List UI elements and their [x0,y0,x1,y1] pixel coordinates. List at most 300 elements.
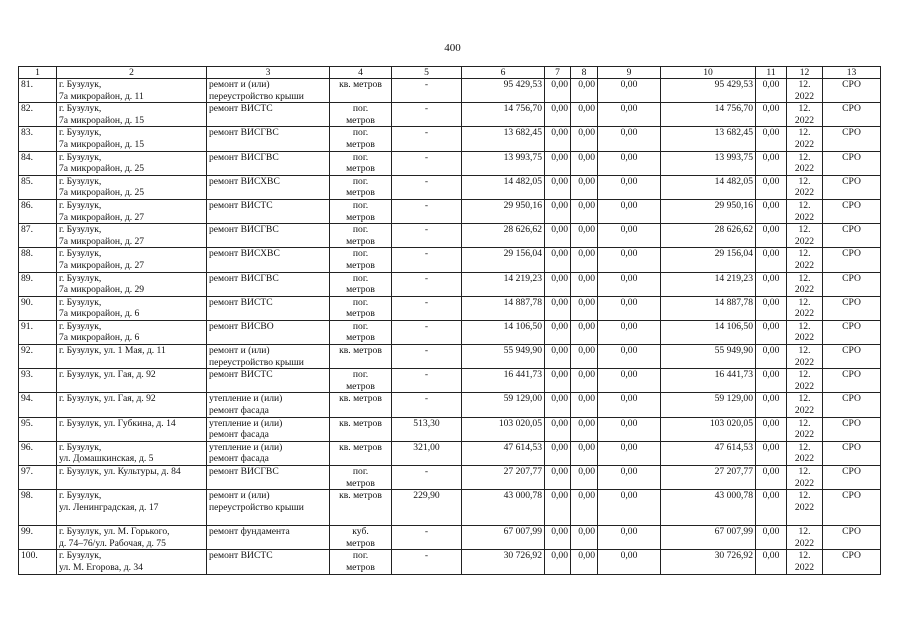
address-cell [57,127,207,151]
volume-cell: - [392,272,462,296]
work-type-cell [207,490,330,526]
date-cell-line: 2022 [794,356,815,368]
work-type-cell-line: ремонт фундамента [209,526,290,538]
date-cell-line: 12. [798,369,811,381]
unit-cell [330,417,392,441]
date-cell [787,417,823,441]
unit-cell [330,466,392,490]
date-cell-line: 2022 [794,332,815,344]
col11-cell: 0,00 [756,369,787,393]
address-cell [57,490,207,526]
cost-total-cell: 47 614,53 [462,441,545,465]
work-type-cell [207,103,330,127]
work-type-cell [207,466,330,490]
col7-cell: 0,00 [545,320,571,344]
volume-cell: - [392,466,462,490]
address-cell-line: г. Бузулук, ул. 1 Мая, д. 11 [59,345,166,357]
col7-cell: 0,00 [545,393,571,417]
address-cell-line: г. Бузулук, ул. Гая, д. 92 [59,393,156,405]
work-type-cell [207,369,330,393]
col7-cell: 0,00 [545,345,571,369]
date-cell [787,345,823,369]
col8-cell: 0,00 [571,296,598,320]
unit-cell-line: метров [346,537,375,549]
address-cell [57,151,207,175]
work-type-cell-line: ремонт ВИСГВС [209,224,279,236]
work-type-cell-line: переустройство крыши [209,90,304,102]
address-cell-line: г. Бузулук, ул. Культуры, д. 84 [59,466,181,477]
unit-cell-line: кв. метров [339,490,382,502]
col-header-4: 4 [330,67,392,79]
method-cell: СРО [823,345,881,369]
address-cell-line: г. Бузулук, [59,272,102,284]
col11-cell: 0,00 [756,127,787,151]
volume-cell: - [392,320,462,344]
register-table [18,66,881,575]
volume-cell: - [392,526,462,550]
date-cell [787,127,823,151]
table-row [19,151,881,175]
row-number-cell: 84. [19,151,57,175]
table-row [19,526,881,550]
work-type-cell-line: ремонт и (или) [209,79,270,90]
date-cell-line: 12. [798,199,811,211]
col-header-5: 5 [392,67,462,79]
row-number-cell: 100. [19,550,57,574]
row-number-cell: 85. [19,175,57,199]
date-cell [787,490,823,526]
unit-cell-line: кв. метров [339,79,382,90]
col9-cell: 0,00 [598,345,661,369]
date-cell-line: 12. [798,490,811,502]
date-cell [787,526,823,550]
address-cell [57,369,207,393]
col11-cell: 0,00 [756,296,787,320]
address-cell-line: г. Бузулук, ул. М. Горького, [59,526,170,538]
work-type-cell-line: утепление и (или) [209,393,283,405]
table-row [19,296,881,320]
volume-cell: 229,90 [392,490,462,526]
table-row [19,175,881,199]
unit-cell [330,320,392,344]
method-cell: СРО [823,441,881,465]
unit-cell-line: куб. [352,526,369,538]
col8-cell: 0,00 [571,320,598,344]
unit-cell [330,248,392,272]
address-cell-line: г. Бузулук, [59,248,102,260]
col-header-8: 8 [571,67,598,79]
date-cell-line: 12. [798,151,811,163]
work-type-cell [207,224,330,248]
col10-cell: 95 429,53 [661,79,756,103]
col9-cell: 0,00 [598,199,661,223]
method-cell: СРО [823,175,881,199]
date-cell-line: 2022 [794,308,815,320]
col10-cell: 14 219,23 [661,272,756,296]
address-cell [57,224,207,248]
cost-total-cell: 14 219,23 [462,272,545,296]
work-type-cell-line: ремонт ВИСТС [209,103,273,115]
method-cell: СРО [823,199,881,223]
date-cell [787,224,823,248]
unit-cell-line: метров [346,163,375,175]
address-cell-line: 7а микрорайон, д. 6 [59,308,140,320]
volume-cell: - [392,393,462,417]
table-row [19,441,881,465]
col9-cell: 0,00 [598,526,661,550]
work-type-cell [207,296,330,320]
work-type-cell [207,441,330,465]
col7-cell: 0,00 [545,224,571,248]
date-cell-line: 12. [798,79,811,90]
unit-cell [330,393,392,417]
unit-cell [330,441,392,465]
work-type-cell [207,79,330,103]
col7-cell: 0,00 [545,441,571,465]
col7-cell: 0,00 [545,103,571,127]
work-type-cell-line: ремонт ВИСГВС [209,151,279,163]
unit-cell-line: метров [346,211,375,223]
address-cell-line: г. Бузулук, [59,320,102,332]
unit-cell-line: метров [346,235,375,247]
col10-cell: 67 007,99 [661,526,756,550]
address-cell-line: г. Бузулук, [59,490,102,502]
address-cell [57,199,207,223]
unit-cell-line: пог. [352,550,369,562]
address-cell [57,393,207,417]
col9-cell: 0,00 [598,466,661,490]
date-cell-line: 2022 [794,537,815,549]
address-cell-line: г. Бузулук, ул. Губкина, д. 14 [59,417,176,429]
col7-cell: 0,00 [545,526,571,550]
col11-cell: 0,00 [756,248,787,272]
col8-cell: 0,00 [571,393,598,417]
address-cell-line: ул. Домашкинская, д. 5 [59,453,154,465]
date-cell-line: 2022 [794,138,815,150]
row-number-cell: 92. [19,345,57,369]
address-cell-line: 7а микрорайон, д. 27 [59,211,145,223]
cost-total-cell: 59 129,00 [462,393,545,417]
col10-cell: 29 950,16 [661,199,756,223]
col11-cell: 0,00 [756,490,787,526]
unit-cell [330,550,392,574]
work-type-cell-line: ремонт ВИСТС [209,550,273,562]
col-header-13: 13 [823,67,881,79]
table-row [19,320,881,344]
unit-cell-line: пог. [352,248,369,260]
col10-cell: 14 756,70 [661,103,756,127]
date-cell-line: 2022 [794,453,815,465]
method-cell: СРО [823,393,881,417]
unit-cell [330,127,392,151]
col11-cell: 0,00 [756,272,787,296]
volume-cell: - [392,175,462,199]
work-type-cell [207,127,330,151]
row-number-cell: 93. [19,369,57,393]
col9-cell: 0,00 [598,320,661,344]
col10-cell: 59 129,00 [661,393,756,417]
method-cell: СРО [823,272,881,296]
col10-cell: 14 482,05 [661,175,756,199]
cost-total-cell: 13 993,75 [462,151,545,175]
col8-cell: 0,00 [571,151,598,175]
work-type-cell-line: ремонт фасада [209,405,269,417]
table-row [19,466,881,490]
col-header-10: 10 [661,67,756,79]
address-cell-line: 7а микрорайон, д. 25 [59,187,145,199]
col9-cell: 0,00 [598,550,661,574]
work-type-cell [207,393,330,417]
work-type-cell-line: ремонт ВИСХВС [209,248,280,260]
address-cell-line: 7а микрорайон, д. 27 [59,259,145,271]
address-cell [57,175,207,199]
cost-total-cell: 14 482,05 [462,175,545,199]
date-cell [787,151,823,175]
col8-cell: 0,00 [571,272,598,296]
work-type-cell-line: ремонт ВИСТС [209,296,273,308]
col11-cell: 0,00 [756,417,787,441]
col11-cell: 0,00 [756,550,787,574]
col-header-9: 9 [598,67,661,79]
col10-cell: 43 000,78 [661,490,756,526]
date-cell-line: 12. [798,466,811,477]
address-cell-line: 7а микрорайон, д. 25 [59,163,145,175]
address-cell [57,550,207,574]
address-cell [57,320,207,344]
row-number-cell: 99. [19,526,57,550]
address-cell-line: г. Бузулук, [59,224,102,236]
date-cell [787,175,823,199]
date-cell-line: 2022 [794,284,815,296]
table-row [19,393,881,417]
volume-cell: - [392,345,462,369]
work-type-cell-line: ремонт и (или) [209,490,270,502]
cost-total-cell: 16 441,73 [462,369,545,393]
work-type-cell-line: ремонт ВИСГВС [209,272,279,284]
col7-cell: 0,00 [545,272,571,296]
date-cell [787,296,823,320]
method-cell: СРО [823,526,881,550]
unit-cell-line: метров [346,561,375,573]
col11-cell: 0,00 [756,441,787,465]
cost-total-cell: 67 007,99 [462,526,545,550]
table-row [19,490,881,526]
unit-cell-line: метров [346,477,375,489]
unit-cell-line: кв. метров [339,393,382,405]
date-cell-line: 2022 [794,235,815,247]
col10-cell: 103 020,05 [661,417,756,441]
unit-cell [330,526,392,550]
col7-cell: 0,00 [545,550,571,574]
col-header-7: 7 [545,67,571,79]
row-number-cell: 91. [19,320,57,344]
cost-total-cell: 27 207,77 [462,466,545,490]
address-cell [57,466,207,490]
col8-cell: 0,00 [571,224,598,248]
col11-cell: 0,00 [756,175,787,199]
address-cell [57,79,207,103]
unit-cell-line: пог. [352,175,369,187]
col11-cell: 0,00 [756,526,787,550]
unit-cell-line: пог. [352,296,369,308]
unit-cell [330,272,392,296]
work-type-cell-line: утепление и (или) [209,441,283,453]
volume-cell: - [392,151,462,175]
table-row [19,127,881,151]
col9-cell: 0,00 [598,248,661,272]
col7-cell: 0,00 [545,296,571,320]
date-cell-line: 12. [798,441,811,453]
work-type-cell [207,320,330,344]
address-cell-line: 7а микрорайон, д. 6 [59,332,140,344]
unit-cell-line: метров [346,308,375,320]
unit-cell [330,151,392,175]
unit-cell-line: метров [346,114,375,126]
date-cell-line: 12. [798,224,811,236]
col8-cell: 0,00 [571,199,598,223]
col9-cell: 0,00 [598,79,661,103]
date-cell [787,441,823,465]
address-cell-line: г. Бузулук, [59,296,102,308]
col-header-11: 11 [756,67,787,79]
table-row [19,103,881,127]
date-cell [787,103,823,127]
table-row [19,248,881,272]
address-cell-line: г. Бузулук, [59,199,102,211]
date-cell-line: 2022 [794,259,815,271]
date-cell [787,79,823,103]
address-cell-line: 7а микрорайон, д. 15 [59,138,145,150]
method-cell: СРО [823,296,881,320]
date-cell [787,369,823,393]
address-cell [57,345,207,369]
work-type-cell-line: ремонт ВИСХВС [209,175,280,187]
col7-cell: 0,00 [545,175,571,199]
unit-cell-line: пог. [352,151,369,163]
col9-cell: 0,00 [598,441,661,465]
col10-cell: 13 993,75 [661,151,756,175]
col8-cell: 0,00 [571,466,598,490]
col9-cell: 0,00 [598,490,661,526]
col9-cell: 0,00 [598,272,661,296]
work-type-cell [207,199,330,223]
row-number-cell: 87. [19,224,57,248]
col11-cell: 0,00 [756,393,787,417]
cost-total-cell: 14 106,50 [462,320,545,344]
address-cell-line: 7а микрорайон, д. 15 [59,114,145,126]
unit-cell [330,224,392,248]
col7-cell: 0,00 [545,127,571,151]
date-cell-line: 12. [798,417,811,429]
address-cell [57,417,207,441]
volume-cell: - [392,224,462,248]
unit-cell [330,79,392,103]
table-row [19,272,881,296]
address-cell-line: 7а микрорайон, д. 29 [59,284,145,296]
col8-cell: 0,00 [571,490,598,526]
row-number-cell: 96. [19,441,57,465]
method-cell: СРО [823,224,881,248]
work-type-cell-line: ремонт и (или) [209,345,270,357]
unit-cell-line: метров [346,380,375,392]
cost-total-cell: 29 950,16 [462,199,545,223]
unit-cell-line: пог. [352,199,369,211]
col7-cell: 0,00 [545,490,571,526]
col11-cell: 0,00 [756,199,787,223]
volume-cell: 513,30 [392,417,462,441]
unit-cell [330,296,392,320]
date-cell [787,393,823,417]
cost-total-cell: 95 429,53 [462,79,545,103]
cost-total-cell: 14 887,78 [462,296,545,320]
unit-cell [330,103,392,127]
method-cell: СРО [823,550,881,574]
cost-total-cell: 55 949,90 [462,345,545,369]
unit-cell-line: пог. [352,127,369,139]
cost-total-cell: 43 000,78 [462,490,545,526]
unit-cell-line: пог. [352,466,369,477]
address-cell-line: г. Бузулук, [59,79,102,90]
col9-cell: 0,00 [598,393,661,417]
date-cell-line: 2022 [794,380,815,392]
table-row [19,79,881,103]
date-cell-line: 2022 [794,561,815,573]
col11-cell: 0,00 [756,224,787,248]
col11-cell: 0,00 [756,151,787,175]
row-number-cell: 94. [19,393,57,417]
work-type-cell-line: ремонт фасада [209,453,269,465]
date-cell-line: 12. [798,248,811,260]
unit-cell [330,345,392,369]
address-cell-line: г. Бузулук, [59,151,102,163]
col8-cell: 0,00 [571,175,598,199]
unit-cell-line: метров [346,187,375,199]
date-cell-line: 2022 [794,477,815,489]
address-cell-line: г. Бузулук, ул. Гая, д. 92 [59,369,156,381]
date-cell-line: 2022 [794,211,815,223]
date-cell-line: 12. [798,103,811,115]
unit-cell-line: кв. метров [339,441,382,453]
col9-cell: 0,00 [598,296,661,320]
work-type-cell-line: утепление и (или) [209,417,283,429]
method-cell: СРО [823,369,881,393]
col8-cell: 0,00 [571,345,598,369]
work-type-cell-line: ремонт ВИСТС [209,199,273,211]
col8-cell: 0,00 [571,79,598,103]
unit-cell [330,199,392,223]
unit-cell-line: метров [346,259,375,271]
col11-cell: 0,00 [756,466,787,490]
table-body [19,79,881,575]
method-cell: СРО [823,248,881,272]
date-cell [787,320,823,344]
unit-cell-line: пог. [352,320,369,332]
col10-cell: 30 726,92 [661,550,756,574]
method-cell: СРО [823,490,881,526]
col10-cell: 47 614,53 [661,441,756,465]
date-cell-line: 12. [798,127,811,139]
method-cell: СРО [823,320,881,344]
col7-cell: 0,00 [545,369,571,393]
work-type-cell-line: ремонт фасада [209,429,269,441]
unit-cell-line: пог. [352,272,369,284]
method-cell: СРО [823,127,881,151]
unit-cell-line: метров [346,284,375,296]
work-type-cell [207,417,330,441]
col7-cell: 0,00 [545,79,571,103]
col7-cell: 0,00 [545,466,571,490]
col9-cell: 0,00 [598,127,661,151]
